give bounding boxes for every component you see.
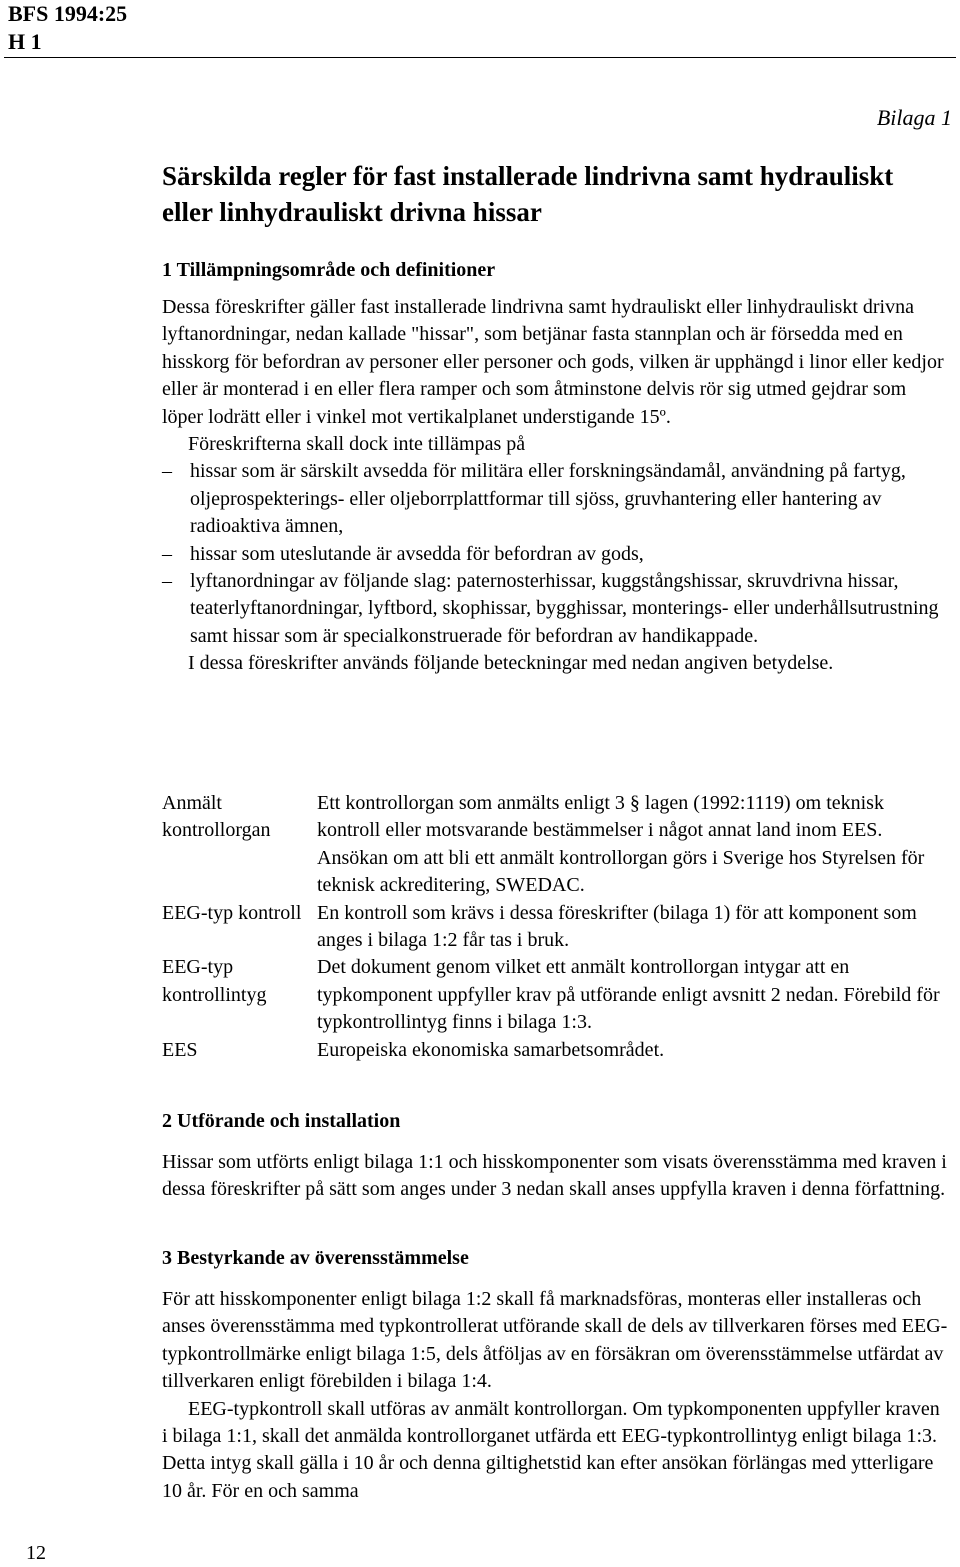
list-item: – hissar som är särskilt avsedda för militära eller forskningsändamål, användning på fartyg, oljeprospekterings- eller oljeborrplattformar till sjöss, gruvhantering eller hantering av radioaktiva ämnen, [162,460,906,538]
definition-text: Europeiska ekonomiska samarbetsområdet. [317,1038,665,1061]
definition-row [162,900,952,955]
list-item: – hissar som uteslutande är avsedda för befordran av gods, [162,541,948,568]
definition-term: EEG-typ kontrollintyg [162,956,267,1006]
section-3-paragraph-2: EEG-typkontroll skall utföras av anmält kontrollorgan. Om typkomponenten uppfyller kraven i bilaga 1:1, skall det anmälda kontrollorganet utfärda ett EEG-typkontrollintyg enligt bilaga 1:3. Detta intyg skall gälla i 10 år och denna giltighetstid kan efter ansökan förlängas med ytterligare 10 år. För en och samma [162,1397,940,1502]
definition-row [162,954,952,1036]
dash-bullet: – [162,570,172,593]
section-1-paragraph: Dessa föreskrifter gäller fast installerade lindrivna samt hydrauliskt eller linhydrauliskt drivna lyftanordningar, nedan kallade "hissar", som betjänar fasta stannplan och är försedda med en hisskorg för befordran av personer eller personer och gods, vilken är upphängd i linor eller kedjor eller är monterad i en eller flera ramper och som åtminstone delvis rör sig utmed gejdrar som löper lodrätt eller i vinkel mot vertikalplanet understigande 15º. [162,296,944,428]
definition-row [162,1037,952,1064]
dash-bullet: – [162,460,172,483]
definition-term: Anmält kontrollorgan [162,792,271,842]
definition-text: Det dokument genom vilket ett anmält kontrollorgan intygar att en typkomponent uppfyller krav på utförande enligt avsnitt 2 nedan. Förebild för typkontrollintyg finns i bilaga 1:3. [317,956,940,1034]
section-2-heading: 2 Utförande och installation [162,1110,401,1132]
header-rule [4,57,956,58]
definition-term: EEG-typ kontroll [162,901,302,924]
header-subcode: H 1 [8,29,42,54]
definition-term: EES [162,1038,198,1061]
definition-row [162,790,952,900]
dash-bullet: – [162,542,172,565]
appendix-label: Bilaga 1 [876,105,952,130]
section-2-body [162,1149,948,1204]
section-1-exceptions-intro: Föreskrifterna skall dock inte tillämpas på [188,433,526,456]
section-1-body [162,294,948,678]
page-number: 12 [26,1542,46,1564]
section-1-heading: 1 Tillämpningsområde och definitioner [162,259,496,281]
section-2-paragraph: Hissar som utförts enligt bilaga 1:1 och hisskomponenter som visats överensstämma med kraven i dessa föreskrifter på sätt som anges under 3 nedan skall anses uppfylla kraven i denna författning. [162,1151,947,1201]
list-item: – lyftanordningar av följande slag: paternosterhissar, kuggstångshissar, skruvdrivna hissar, teaterlyftanordningar, lyftbord, skophissar, bygghissar, monterings- eller underhållsutrustning samt hissar som är specialkonstruerade för befordran av handikappade. [162,570,939,647]
section-3-paragraph: För att hisskomponenter enligt bilaga 1:2 skall få marknadsföras, monteras eller installeras och anses överensstämma med typkontrollerat utförande skall de dels av tillverkaren förses med EEG-typkontrollmärke enligt bilaga 1:5, dels åtföljas av en försäkran om överensstämmelse utfärdat av tillverkaren enligt förebilden i bilaga 1:4. [162,1288,948,1393]
exceptions-list [162,458,948,650]
document-title: Särskilda regler för fast installerade lindrivna samt hydrauliskt eller linhydrauliskt drivna hissar [162,161,894,227]
section-3-heading: 3 Bestyrkande av överensstämmelse [162,1247,469,1269]
header-code: BFS 1994:25 [8,1,128,26]
section-3-body [162,1286,948,1505]
definition-text: Ett kontrollorgan som anmälts enligt 3 § lagen (1992:1119) om teknisk kontroll eller motsvarande bestämmelser i något annat land inom EES. Ansökan om att bli ett anmält kontrollorgan görs i Sverige hos Styrelsen för teknisk ackreditering, SWEDAC. [317,792,925,897]
definitions-list [162,790,952,1064]
definition-text: En kontroll som krävs i dessa föreskrifter (bilaga 1) för att komponent som anges i bilaga 1:2 får tas i bruk. [317,901,917,952]
definitions-intro: I dessa föreskrifter används följande beteckningar med nedan angiven betydelse. [188,652,834,675]
